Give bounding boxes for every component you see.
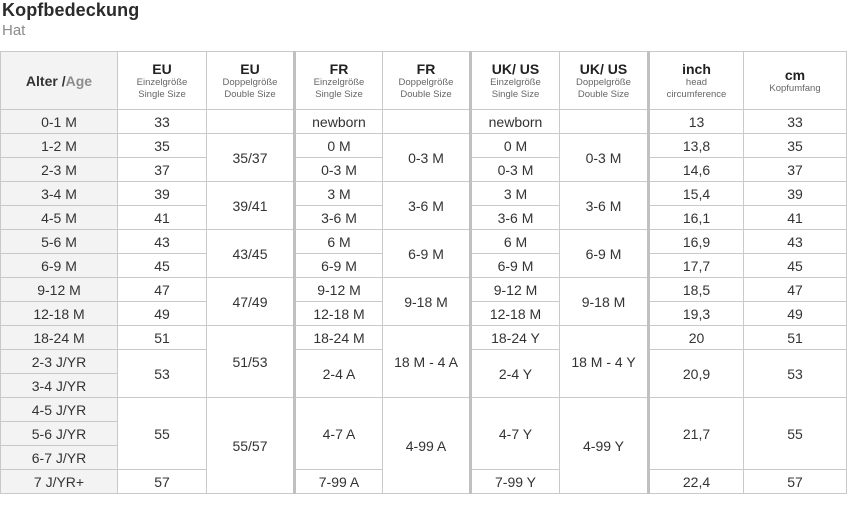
age-header-de: Alter [25,72,58,89]
age-column-header [1,52,118,110]
fr-single-cell: 9-12 M [295,278,383,302]
uk-single-cell: 0-3 M [471,158,560,182]
age-cell: 18-24 M [1,326,118,350]
cm-cell: 49 [744,302,847,326]
age-cell: 4-5 M [1,206,118,230]
table-row [1,134,847,158]
uk-double-cell: 9-18 M [560,278,649,326]
uk-double-cell: 0-3 M [560,134,649,182]
fr-single-cell: 18-24 M [295,326,383,350]
column-header-main: FR [416,60,436,77]
uk-single-cell: 7-99 Y [471,470,560,494]
fr-single-cell: 0-3 M [295,158,383,182]
column-header-sub: Einzelgröße [136,76,188,88]
uk-single-cell: 6-9 M [471,254,560,278]
fr-double-cell: 3-6 M [383,182,471,230]
inch-cell: 16,9 [649,230,744,254]
cm-cell: 39 [744,182,847,206]
page-title: Kopfbedeckung [2,0,140,20]
fr-double-cell: 0-3 M [383,134,471,182]
cm-cell: 57 [744,470,847,494]
uk-single-cell: 0 M [471,134,560,158]
age-cell: 0-1 M [1,110,118,134]
cm-cell: 35 [744,134,847,158]
eu-single-cell: 57 [118,470,207,494]
eu-single-cell: 49 [118,302,207,326]
inch-cell: 15,4 [649,182,744,206]
table-row [1,326,847,350]
cm-cell: 47 [744,278,847,302]
uk-single-cell: 9-12 M [471,278,560,302]
eu-single-cell: 47 [118,278,207,302]
eu-double-cell: 51/53 [207,326,295,398]
column-header-cm [744,52,847,110]
cm-cell: 43 [744,230,847,254]
fr-double-cell: 4-99 A [383,398,471,494]
cm-cell: 37 [744,158,847,182]
column-header-sub: Single Size [138,88,186,100]
table-row [1,278,847,302]
column-header-eu-single [118,52,207,110]
fr-single-cell: 2-4 A [295,350,383,398]
uk-double-cell: 18 M - 4 Y [560,326,649,398]
eu-double-cell: 47/49 [207,278,295,326]
age-header-separator: / [57,72,66,89]
uk-double-cell: 6-9 M [560,230,649,278]
age-cell: 3-4 M [1,182,118,206]
uk-double-cell [560,110,649,134]
page-subtitle: Hat [2,22,26,39]
cm-cell: 33 [744,110,847,134]
column-header-main: EU [240,60,260,77]
age-cell: 3-4 J/YR [1,374,118,398]
column-header-eu-double [207,52,295,110]
uk-single-cell: 2-4 Y [471,350,560,398]
eu-single-cell: 39 [118,182,207,206]
cm-cell: 45 [744,254,847,278]
age-cell: 4-5 J/YR [1,398,118,422]
column-header-sub: Kopfumfang [769,82,821,94]
eu-double-cell: 55/57 [207,398,295,494]
uk-single-cell: 6 M [471,230,560,254]
inch-cell: 13 [649,110,744,134]
fr-double-cell [383,110,471,134]
fr-single-cell: 3-6 M [295,206,383,230]
age-cell: 6-9 M [1,254,118,278]
fr-single-cell: newborn [295,110,383,134]
column-header-sub: Single Size [315,88,363,100]
column-header-sub: Doppelgröße [576,76,631,88]
table-row [1,110,847,134]
cm-cell: 41 [744,206,847,230]
fr-single-cell: 7-99 A [295,470,383,494]
column-header-sub: circumference [666,88,727,100]
column-header-fr-double [383,52,471,110]
uk-single-cell: 18-24 Y [471,326,560,350]
fr-double-cell: 18 M - 4 A [383,326,471,398]
eu-single-cell: 33 [118,110,207,134]
column-header-main: cm [784,66,806,83]
eu-single-cell: 53 [118,350,207,398]
cm-cell: 55 [744,398,847,470]
column-header-sub: Double Size [400,88,452,100]
fr-single-cell: 4-7 A [295,398,383,470]
eu-single-cell: 35 [118,134,207,158]
age-cell: 5-6 M [1,230,118,254]
inch-cell: 14,6 [649,158,744,182]
uk-single-cell: 3-6 M [471,206,560,230]
cm-cell: 53 [744,350,847,398]
column-header-sub: Doppelgröße [398,76,454,88]
header-row [1,52,847,110]
uk-single-cell: 3 M [471,182,560,206]
inch-cell: 22,4 [649,470,744,494]
inch-cell: 20 [649,326,744,350]
column-header-inch [649,52,744,110]
uk-double-cell: 3-6 M [560,182,649,230]
age-cell: 1-2 M [1,134,118,158]
table-row [1,230,847,254]
uk-double-cell: 4-99 Y [560,398,649,494]
inch-cell: 19,3 [649,302,744,326]
size-chart-table [0,51,847,494]
fr-double-cell: 9-18 M [383,278,471,326]
column-header-sub: Einzelgröße [313,76,365,88]
eu-single-cell: 55 [118,398,207,470]
age-cell: 9-12 M [1,278,118,302]
eu-double-cell [207,110,295,134]
column-header-sub: head [685,76,708,88]
fr-single-cell: 6 M [295,230,383,254]
inch-cell: 16,1 [649,206,744,230]
inch-cell: 21,7 [649,398,744,470]
uk-single-cell: 12-18 M [471,302,560,326]
cm-cell: 51 [744,326,847,350]
eu-single-cell: 41 [118,206,207,230]
eu-double-cell: 43/45 [207,230,295,278]
age-cell: 12-18 M [1,302,118,326]
column-header-sub: Einzelgröße [490,76,541,88]
column-header-uk-single [471,52,560,110]
column-header-main: inch [682,60,711,77]
fr-double-cell: 6-9 M [383,230,471,278]
inch-cell: 20,9 [649,350,744,398]
age-header-en: Age [65,72,93,89]
column-header-main: FR [329,60,349,77]
inch-cell: 17,7 [649,254,744,278]
uk-single-cell: newborn [471,110,560,134]
column-header-main: UK/ US [579,60,628,77]
column-header-sub: Single Size [491,88,540,100]
column-header-sub: Double Size [224,88,276,100]
inch-cell: 18,5 [649,278,744,302]
age-cell: 6-7 J/YR [1,446,118,470]
table-row [1,182,847,206]
fr-single-cell: 3 M [295,182,383,206]
column-header-main: EU [152,60,172,77]
eu-single-cell: 45 [118,254,207,278]
column-header-uk-double [560,52,649,110]
fr-single-cell: 0 M [295,134,383,158]
inch-cell: 13,8 [649,134,744,158]
age-cell: 2-3 J/YR [1,350,118,374]
eu-single-cell: 51 [118,326,207,350]
eu-single-cell: 43 [118,230,207,254]
column-header-sub: Doppelgröße [222,76,278,88]
column-header-main: UK/ US [491,60,540,77]
eu-single-cell: 37 [118,158,207,182]
eu-double-cell: 39/41 [207,182,295,230]
age-cell: 2-3 M [1,158,118,182]
fr-single-cell: 6-9 M [295,254,383,278]
age-cell: 5-6 J/YR [1,422,118,446]
uk-single-cell: 4-7 Y [471,398,560,470]
eu-double-cell: 35/37 [207,134,295,182]
table-row [1,398,847,422]
age-cell: 7 J/YR+ [1,470,118,494]
column-header-sub: Double Size [577,88,630,100]
fr-single-cell: 12-18 M [295,302,383,326]
column-header-fr-single [295,52,383,110]
